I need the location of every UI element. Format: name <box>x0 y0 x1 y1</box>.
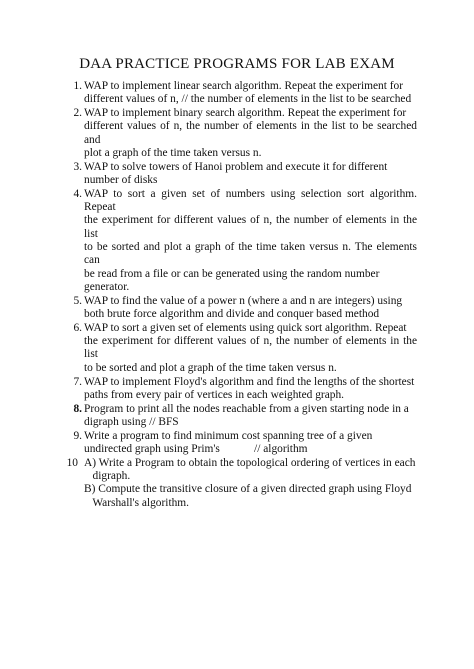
item-line: to be sorted and plot a graph of the time taken versus n. <box>84 361 337 374</box>
item-line: plot a graph of the time taken versus n. <box>84 146 262 159</box>
item-number: 3. <box>73 160 82 173</box>
item-line: number of disks <box>84 174 158 187</box>
list-item-2 <box>72 107 417 160</box>
item-line: different values of n, the number of elements in the list to be searched and <box>84 120 417 146</box>
item-number: 4. <box>73 187 82 200</box>
item-line: generator. <box>84 280 130 293</box>
item-number: 10 <box>66 456 78 469</box>
item-number: 2. <box>73 107 82 120</box>
item-line: B) Compute the transitive closure of a given directed graph using Floyd <box>84 483 412 496</box>
item-number: 6. <box>73 321 82 334</box>
item-line: different values of n, // the number of elements in the list to be searched <box>84 93 412 106</box>
item-line: WAP to implement linear search algorithm. Repeat the experiment for <box>84 80 404 92</box>
item-line: A) Write a Program to obtain the topological ordering of vertices in each <box>84 456 416 469</box>
item-line: to be sorted and plot a graph of the time taken versus n. The elements can <box>84 241 417 267</box>
item-line: be read from a file or can be generated using the random number <box>84 267 380 280</box>
list-item-4 <box>72 188 417 294</box>
item-number: 5. <box>73 294 82 307</box>
list-item-3 <box>72 161 417 188</box>
item-line: both brute force algorithm and divide and conquer based method <box>84 308 380 321</box>
list-item-1 <box>72 80 417 107</box>
item-number: 7. <box>73 375 82 388</box>
item-number: 9. <box>73 429 82 442</box>
item-line: paths from every pair of vertices in each weighted graph. <box>84 388 344 401</box>
list-item-9 <box>72 430 417 457</box>
item-line: the experiment for different values of n, the number of elements in the list <box>84 214 417 240</box>
document-title: DAA PRACTICE PROGRAMS FOR LAB EXAM <box>79 56 395 72</box>
item-line: WAP to sort a given set of elements using quick sort algorithm. Repeat <box>84 321 407 334</box>
item-line: Warshall's algorithm. <box>84 496 190 509</box>
item-number: 1. <box>73 80 82 92</box>
item-line: WAP to solve towers of Hanoi problem and execute it for different <box>84 160 388 173</box>
list-item-10 <box>66 456 417 510</box>
item-line: undirected graph using Prim's // algorithm <box>84 443 308 456</box>
list-item-8 <box>72 403 417 430</box>
item-line: Program to print all the nodes reachable from a given starting node in a <box>84 402 409 415</box>
item-line: WAP to find the value of a power n (where a and n are integers) using <box>84 294 403 307</box>
item-number: 8. <box>73 402 82 415</box>
list-item-7 <box>72 376 417 403</box>
item-line: digraph. <box>84 470 131 483</box>
item-line: WAP to implement Floyd's algorithm and find the lengths of the shortest <box>84 375 415 388</box>
item-line: the experiment for different values of n, the number of elements in the list <box>84 335 417 361</box>
item-line: Write a program to find minimum cost spanning tree of a given <box>84 429 373 442</box>
list-item-5 <box>72 295 417 322</box>
item-line: WAP to sort a given set of numbers using selection sort algorithm. Repeat <box>84 187 417 214</box>
program-list <box>66 80 417 511</box>
item-line: WAP to implement binary search algorithm. Repeat the experiment for <box>84 107 407 120</box>
list-item-6 <box>72 322 417 375</box>
item-line: digraph using // BFS <box>84 415 179 428</box>
